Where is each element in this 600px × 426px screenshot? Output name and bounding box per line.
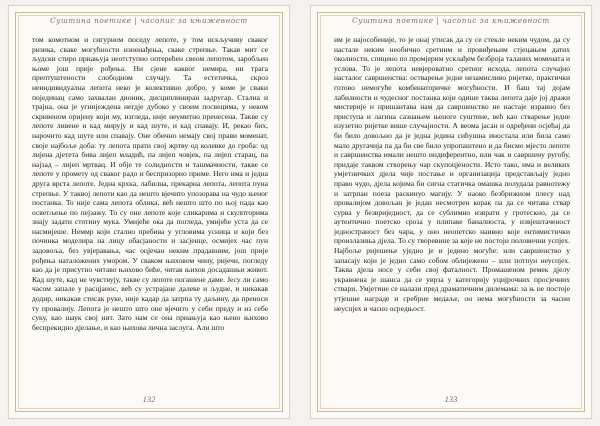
page-number: 132: [142, 394, 156, 404]
running-header: Суштина поетике | часопис за књижевност: [352, 16, 550, 25]
right-page: [310, 5, 592, 419]
page-number: 133: [444, 394, 458, 404]
page-body-text: том комотном и сигурном поседу лепоте, у том искључиву сваког ризика, сваке могућности изненађења, сваке стрепње. Такав мит се људски стиро приањуја неотступно оптерећен свеом лепотом, заробљен њоме још прије рођења. Ни сјене каквог немира, ни трага прептуштености слободном случају. Та естетичка, скроз неиндивидуална лепота неко је колективно добро, у коме је сваки појединац само захвалан дионик, дисциплиниран задругар. Сталиа и трајна, она је угнијеждена негдје дубоко у своим посвецима, у неком скривеном оријену који му, изгледа, није неумитно пренесена. Такве су лепоте ливене и кад мирују и кад шуте, и кад спавају. И, рекао бих, нарочито кад шуте или спавају. Оне обично немају свој прави моменат, своје најбоље доба: ту лепота прати свој жртву од колевке до гроба: од лијена дјетета бива лијеп младић, па лијеп човјек, па лијеп старац, па најзад – лијеп мртвац. И обје те солидности и ташмачности, такве се лепоте у промету од сваког радо и беспризорно приме. Него има и једна друга врста лепоте. Једна крхка, лабилна, прекарна лепота, лепота пуна стрепње. У таквој лепоти као да нешто вјечито упозорава на чудо њеног постанка. То није сама лепота облика, већ нешто што по њој пада као осветљење по пејзажу. То су оне лепоте које сликарима и скулпторима знају задати стотину мука. Умијеће ока да погледа, умијеће уста да се насмијеше. Неммр који стално пребива у угловима усница и који без починка моделира на лицу обасјаности и засјенце, осмијех час пун задовоља, без увјеравања, час оцјечан неким прадавним, још прије рођења наталожених умором. У сваком њиховом чину, ријечи, погледу као да је присутно читаво њихово биће, читав њихов досадашњи живот. Кад шуте, кад не чувствују, такве су лепоте погашене даме. Јесу ли само часом запале у расцјанос, већ су устрајане далеке и људне, и никакав додир, никакав стисак руке, није кадар да затрпа ту даљину, да преноси ту провалију. Лепота је нешто што оне вјечито у себи преду и из себе суку, као шаук свој нит. Зато нам се она приањуја као њено њихово беспрекидно дјелање, и као њихова лична заслуга. Али што: [32, 35, 268, 332]
running-header: Суштина поетике | часопис за књижевност: [50, 16, 248, 25]
left-page: [8, 5, 290, 419]
book-gutter: [290, 5, 310, 419]
page-body-text: им је најособеније, то је онај утисак да су се стекле неким чудом, да су настале неким необично сретним и провиђењим стјецањем датих околности, спицено по промјерим усклађем безброја таланих момената и услова. То је лепота невјероватно сретног исхода, лепота случајно насталог савршенства: остварење једне незамисливо ријетке, практички готово немогуће комбинаторичке могућности. И баш тај дојам лабилности и чудесног постанка који одише таква лепота даје јој дражи мистерије и пришантава нам да савршенство не настаје изравно без приступа и лагина сазнањем њеноге суштине, већ као стварење једне изузетно ријетке више случајности. А веома јасан и одређени осјећај да би било довољно да је једна једина сићушна иностала или била само мало другачија па да би све било упропаштено и да бисмо мјесто лепоте и савршенства имали нешто индиферентно, или чак и савршену ругобу, придаје таквом створењу чар скупоцјености. Исто тако, има и великих умјетничких дјела чије постање и организација представљају једно право чудо, дјела којима би сигна статичка омашка полудала равнотежу и затрпан поеза раскинуо магију. У наоко безбрижном плесу над провалијом довољан је један несмотрен корак па да се читава ствар сурва у безвриједност, да се сублимно изврати у гротескно, да се аутентично поетско сроза у плипаке баналноста, у извјештаченост једностраност без чара, у оно неопетско наивно које ентимистички произлазиња дјела. То су творевине за које не постоји половични успјех. Најбоље ријешење уједно је и једино могуће: или савршенство у запасају који је једно само собом облијежено – или потпун неуспјех. Таква дјела носе у себи свој фаталност. Промашеном ремек дјелу укравнена је шанса да се уврза у категорију уцијрочних просјечних ствари. Умјетине се налази пред драматичним дилемама: за њ не постоје утјешне награде и сребрне медаље, он нема могућности за часни неуспјех и часно осредњост.: [334, 35, 570, 313]
